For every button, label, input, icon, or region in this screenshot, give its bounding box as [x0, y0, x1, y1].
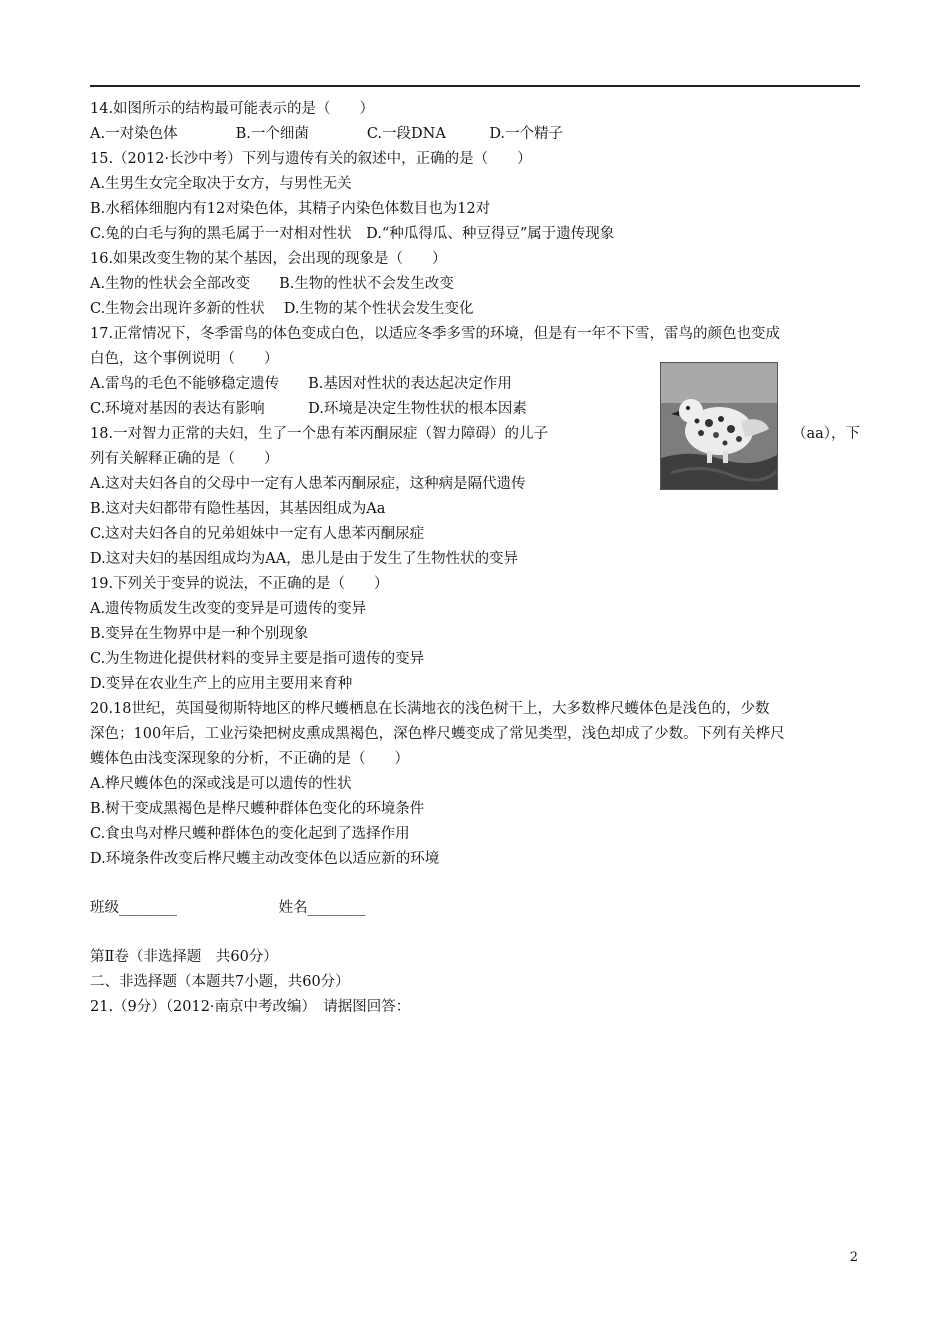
q15-option-cd: C.兔的白毛与狗的黑毛属于一对相对性状 D.“种瓜得瓜、种豆得豆”属于遗传现象 [90, 226, 615, 242]
q19-option-a: A.遗传物质发生改变的变异是可遗传的变异 [90, 601, 367, 617]
q16-option-ab: A.生物的性状会全部改变 B.生物的性状不会发生改变 [90, 276, 454, 292]
q20-option-a: A.桦尺蠖体色的深或浅是可以遗传的性状 [90, 776, 352, 792]
q19-option-b: B.变异在生物界中是一种个别现象 [90, 626, 309, 642]
q20-stem-line3: 蠖体色由浅变深现象的分析，不正确的是（ ） [90, 751, 409, 767]
section2-subtitle: 二、非选择题（本题共7小题，共60分） [90, 974, 350, 990]
q18-option-d: D.这对夫妇的基因组成均为AA，患儿是由于发生了生物性状的变异 [90, 551, 519, 567]
q21-stem: 21.（9分）（2012·南京中考改编） 请据图回答： [90, 999, 411, 1015]
page-number: 2 [849, 1250, 858, 1265]
q20-option-c: C.食虫鸟对桦尺蠖种群体色的变化起到了选择作用 [90, 826, 410, 842]
q15-option-a: A.生男生女完全取决于女方，与男性无关 [90, 176, 352, 192]
q14-stem: 14.如图所示的结构最可能表示的是（ ） [90, 101, 375, 117]
q19-option-d: D.变异在农业生产上的应用主要用来育种 [90, 676, 353, 692]
q18-option-b: B.这对夫妇都带有隐性基因，其基因组成为Aa [90, 501, 386, 517]
q19-stem: 19.下列关于变异的说法，不正确的是（ ） [90, 576, 389, 592]
ptarmigan-illustration [661, 363, 777, 489]
q18-option-a: A.这对夫妇各自的父母中一定有人患苯丙酮尿症，这种病是隔代遗传 [90, 476, 526, 492]
q17-option-cd: C.环境对基因的表达有影响 D.环境是决定生物性状的根本因素 [90, 401, 527, 417]
q18-stem-tail: （aa），下 [791, 426, 860, 442]
q15-stem: 15.（2012·长沙中考）下列与遗传有关的叙述中，正确的是（ ） [90, 151, 532, 167]
q18-stem-line2: 列有关解释正确的是（ ） [90, 451, 279, 467]
q16-stem: 16.如果改变生物的某个基因，会出现的现象是（ ） [90, 251, 447, 267]
q17-option-ab: A.雷鸟的毛色不能够稳定遗传 B.基因对性状的表达起决定作用 [90, 376, 512, 392]
header-rule [90, 85, 860, 87]
q14-options: A.一对染色体 B.一个细菌 C.一段DNA D.一个精子 [90, 126, 564, 142]
q20-option-d: D.环境条件改变后桦尺蠖主动改变体色以适应新的环境 [90, 851, 440, 867]
q18-option-c: C.这对夫妇各自的兄弟姐妹中一定有人患苯丙酮尿症 [90, 526, 425, 542]
ptarmigan-photo [660, 362, 778, 490]
q16-option-cd: C.生物会出现许多新的性状 D.生物的某个性状会发生变化 [90, 301, 474, 317]
q18-stem-line1: 18.一对智力正常的夫妇，生了一个患有苯丙酮尿症（智力障碍）的儿子 [90, 426, 549, 442]
section2-title: 第Ⅱ卷（非选择题 共60分） [90, 949, 278, 965]
q15-option-b: B.水稻体细胞内有12对染色体，其精子内染色体数目也为12对 [90, 201, 491, 217]
q17-stem-line1: 17.正常情况下，冬季雷鸟的体色变成白色，以适应冬季多雪的环境，但是有一年不下雪，雷鸟的颜色也变成 [90, 326, 781, 342]
class-name-fields: 班级________ 姓名________ [90, 900, 366, 916]
q20-stem-line2: 深色；100年后，工业污染把树皮熏成黑褐色，深色桦尺蠖变成了常见类型，浅色却成了少数。下列有关桦尺 [90, 726, 785, 742]
q19-option-c: C.为生物进化提供材料的变异主要是指可遗传的变异 [90, 651, 425, 667]
q20-stem-line1: 20.18世纪，英国曼彻斯特地区的桦尺蠖栖息在长满地衣的浅色树干上，大多数桦尺蠖体色是浅色的，少数 [90, 701, 770, 717]
q20-option-b: B.树干变成黑褐色是桦尺蠖种群体色变化的环境条件 [90, 801, 425, 817]
q17-stem-line2: 白色，这个事例说明（ ） [90, 351, 279, 367]
